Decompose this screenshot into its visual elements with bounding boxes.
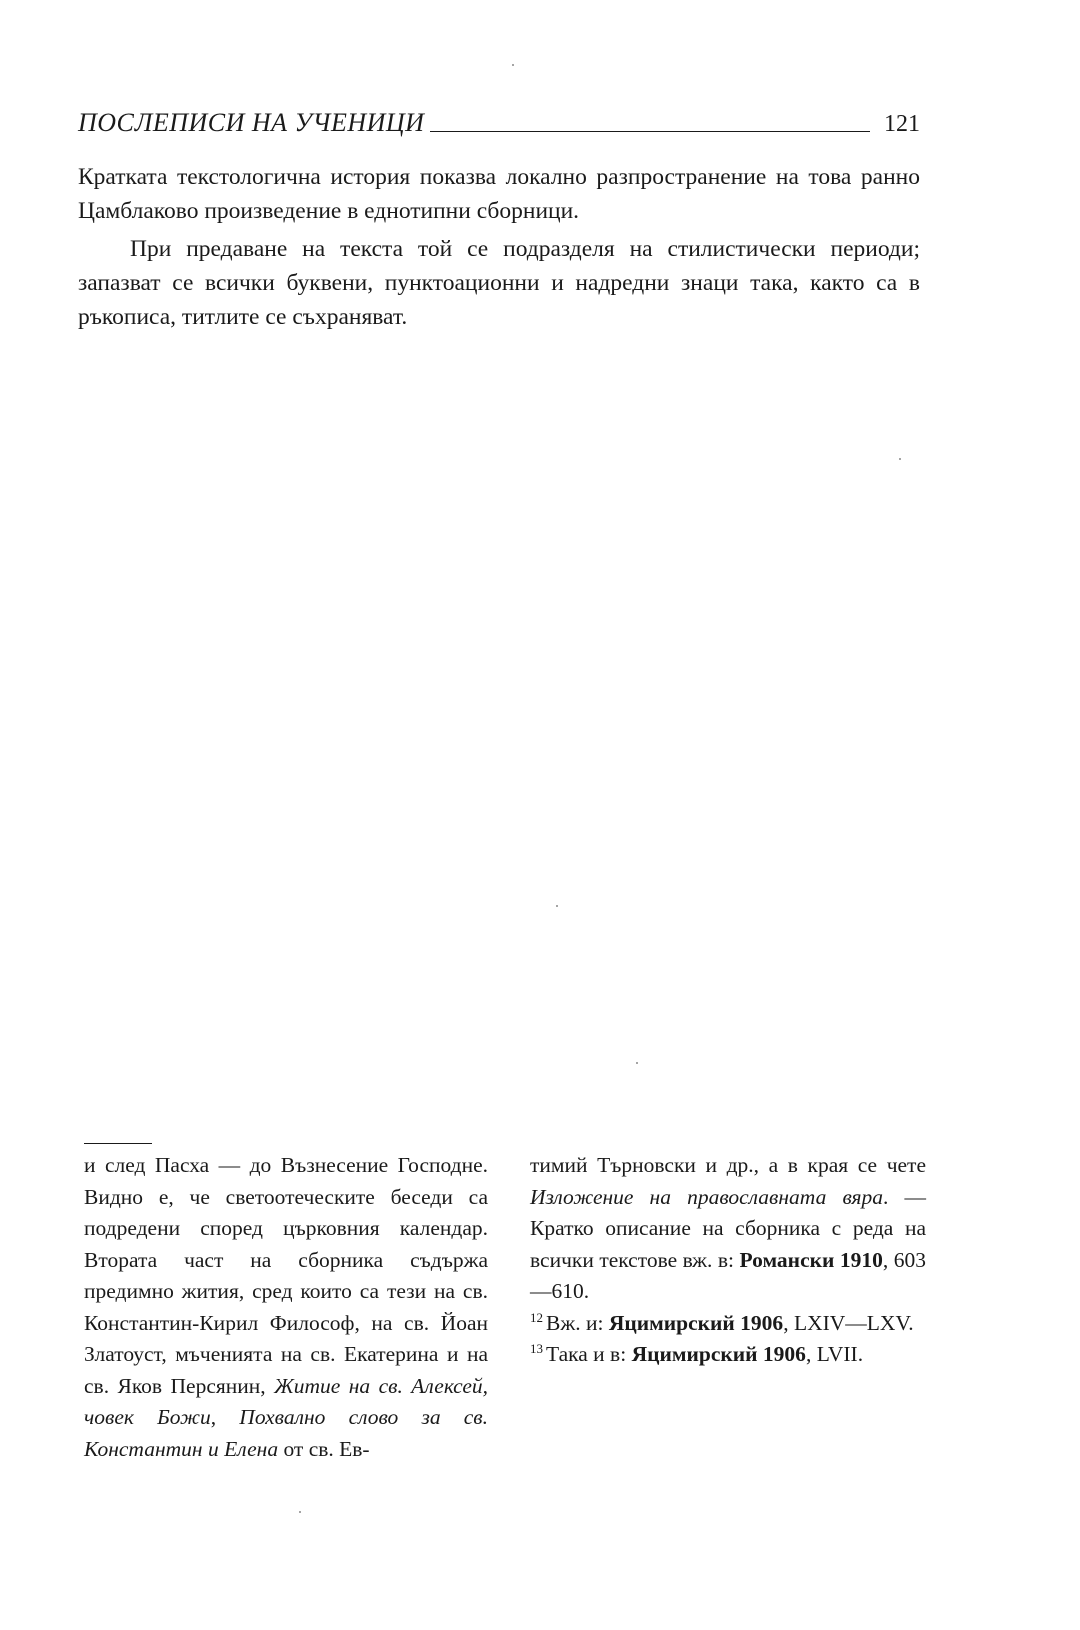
footnote-text: , LXIV—LXV. (783, 1310, 914, 1335)
citation: Романски 1910 (739, 1247, 883, 1272)
footnote-continuation (84, 1150, 488, 1465)
paper-speck (556, 905, 558, 907)
work-title: Похвално слово за св. Константин и Елена (84, 1405, 489, 1461)
footnote-12 (530, 1308, 926, 1340)
footnote-text: , 603—610. (530, 1247, 926, 1303)
running-header (78, 100, 920, 136)
header-rule (430, 131, 870, 132)
body-paragraph: Кратката текстологична история показва локално разпространение на това ранно Цамблаково произведение в еднотипни сборници. (78, 164, 920, 224)
work-title: Житие на св. Алексей, човек Божи (84, 1373, 488, 1429)
footnote-text: и след Пасха — до Възнесение Господне. Видно е, че светоотеческите беседи са подредени според църковния календар. Втората част на сборника съдържа предимно жития, сред които са тези на св. Константин-Кирил Философ, на св. Йоан Златоуст, мъченията на св. Екатерина и на св. Яков Персянин, (84, 1153, 488, 1398)
footnotes-right-column (530, 1150, 926, 1371)
page-number: 121 (884, 111, 920, 137)
footnote-text: Вж. и: (546, 1310, 609, 1335)
paper-speck (636, 1062, 638, 1064)
body-paragraph: При предаване на текста той се подразделя на стилистически периоди; запазват се всички буквени, пунктоационни и надредни знаци така, както са в ръкописа, титлите се съхраняват. (78, 236, 920, 330)
citation: Яцимирский 1906 (631, 1342, 806, 1366)
footnote-13 (530, 1339, 926, 1371)
footnote-number: 13 (530, 1341, 543, 1356)
paper-speck (512, 64, 514, 66)
paper-speck (299, 1511, 301, 1513)
footnote-text: от св. Ев- (278, 1436, 370, 1461)
footnote-text: , LVII. (805, 1342, 864, 1366)
work-title: Изложение на православната вяра (530, 1184, 884, 1209)
footnote-continuation (530, 1150, 926, 1308)
body-text (78, 160, 920, 334)
footnote-text: , (210, 1405, 240, 1429)
footnote-number: 12 (530, 1309, 543, 1325)
citation: Яцимирский 1906 (608, 1310, 784, 1335)
header-title: ПОСЛЕПИСИ НА УЧЕНИЦИ (78, 108, 425, 137)
paper-speck (899, 458, 901, 460)
footnote-text: Така и в: (546, 1342, 632, 1366)
footnotes-left-column (84, 1150, 488, 1465)
footnote-separator (84, 1143, 152, 1144)
footnote-text: . — Кратко описание на сборника с реда на всички текстове вж. в: (530, 1184, 926, 1272)
footnote-text: тимий Търновски и др., а в края се чете (530, 1153, 926, 1177)
